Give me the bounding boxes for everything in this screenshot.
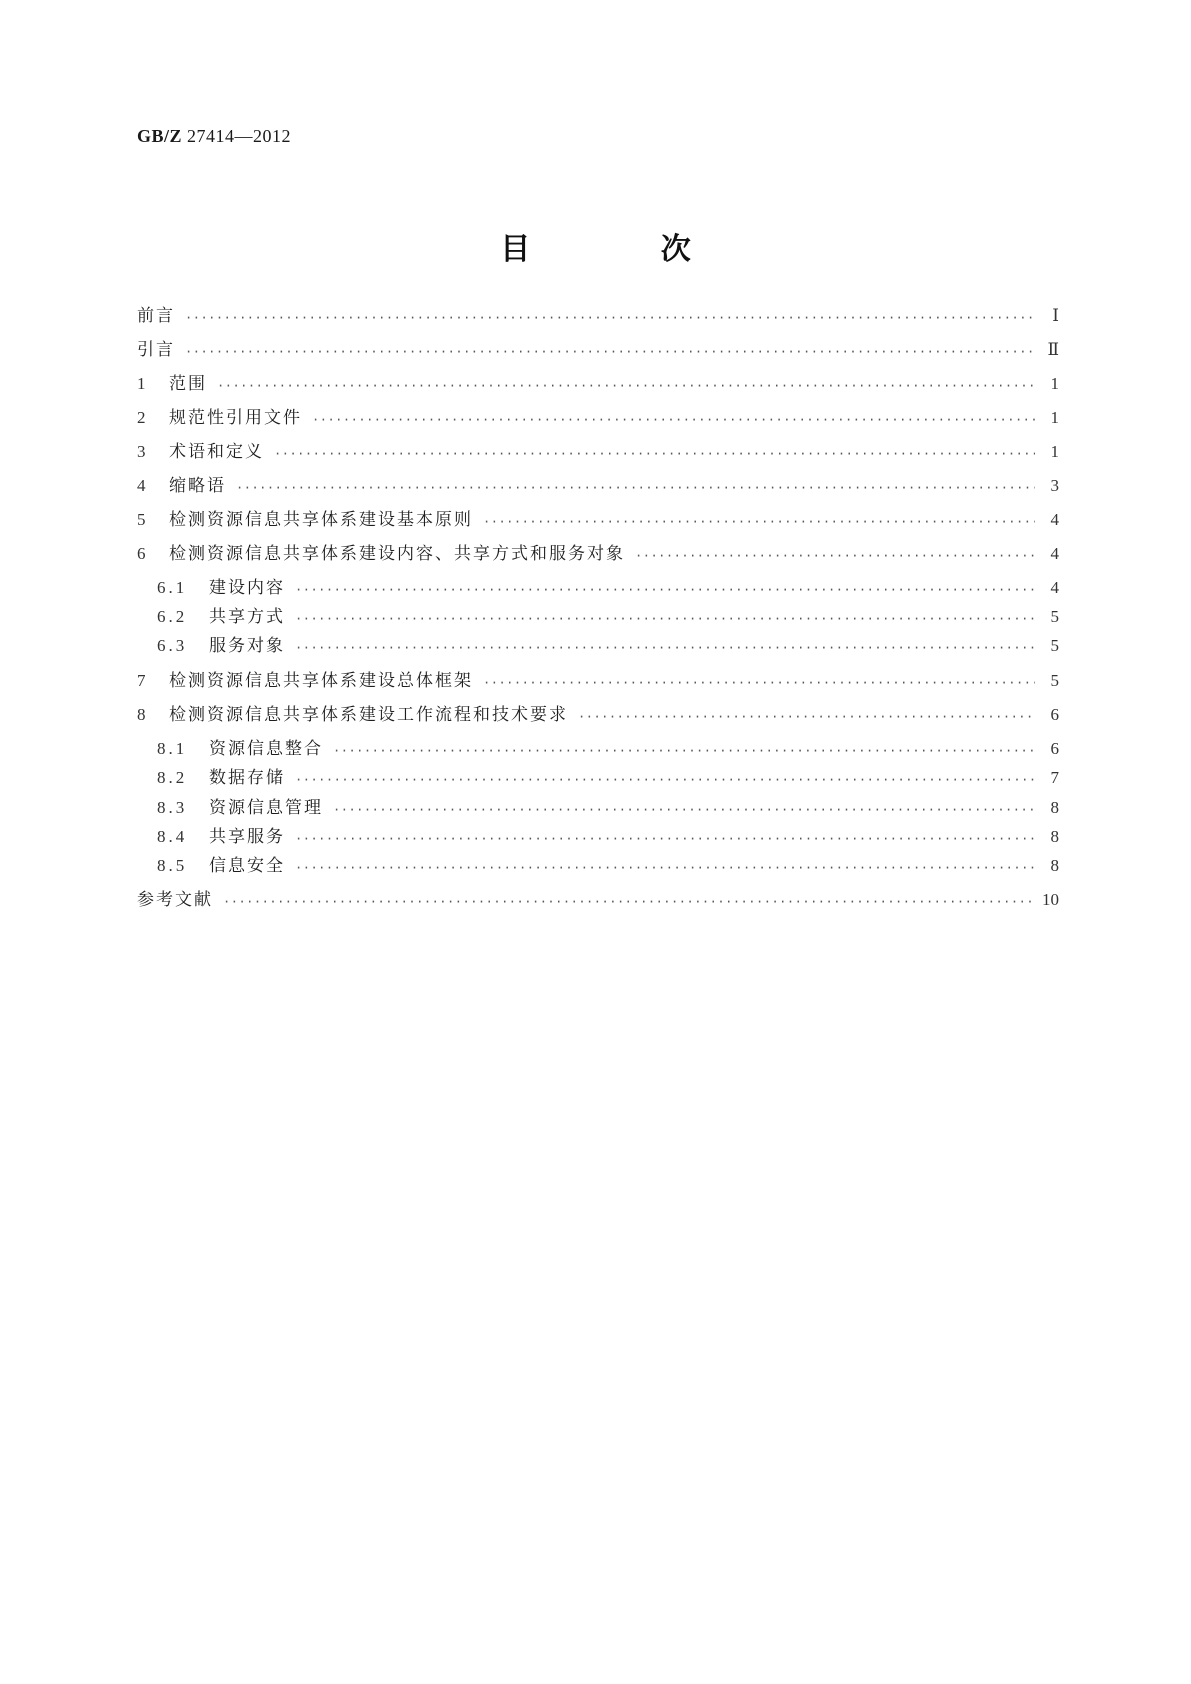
toc-entry-page: Ⅱ (1047, 340, 1059, 359)
toc-entry-label: 服务对象 (209, 636, 285, 656)
toc-entry-number: 1 (137, 374, 146, 393)
toc-entry-number: 8.2 (157, 768, 188, 787)
toc-entry-page: 6 (1050, 705, 1059, 724)
toc-entry-page: 5 (1050, 607, 1059, 626)
toc-entry-label: 资源信息管理 (209, 798, 323, 818)
toc-entry-number: 2 (137, 408, 146, 427)
toc-entry-page: 6 (1050, 739, 1059, 758)
toc-leader-dots (295, 579, 1035, 601)
toc-entry-bibliography[interactable] (137, 887, 1059, 913)
toc-entry-2[interactable] (137, 405, 1059, 431)
toc-entry-page: 4 (1050, 510, 1059, 529)
toc-entry-label: 检测资源信息共享体系建设总体框架 (169, 671, 473, 691)
toc-entry-page: 10 (1042, 890, 1059, 909)
toc-entry-page: 5 (1050, 671, 1059, 690)
standard-prefix: GB/Z (137, 126, 183, 146)
toc-entry-4[interactable] (137, 473, 1059, 499)
toc-leader-dots (223, 891, 1035, 913)
page-title: 目 次 (500, 232, 751, 267)
standard-number: 27414—2012 (187, 126, 292, 146)
toc-entry-introduction[interactable] (137, 337, 1059, 363)
toc-entry-number: 8.4 (157, 827, 188, 846)
toc-entry-number: 8 (137, 705, 146, 724)
toc-leader-dots (333, 799, 1035, 821)
toc-entry-label: 检测资源信息共享体系建设基本原则 (169, 510, 473, 530)
toc-entry-number: 7 (137, 671, 146, 690)
toc-entry-label: 检测资源信息共享体系建设工作流程和技术要求 (169, 705, 568, 725)
toc-entry-page: 4 (1050, 544, 1059, 563)
toc-entry-8-2[interactable] (157, 765, 1059, 791)
toc-entry-page: 3 (1050, 476, 1059, 495)
toc-entry-label: 资源信息整合 (209, 739, 323, 759)
toc-entry-label: 引言 (137, 340, 175, 360)
toc-entry-page: 8 (1050, 856, 1059, 875)
toc-entry-8-3[interactable] (157, 795, 1059, 821)
toc-leader-dots (295, 769, 1035, 791)
toc-entry-label: 缩略语 (169, 476, 226, 496)
toc-leader-dots (295, 637, 1035, 659)
toc-entry-number: 8.3 (157, 798, 188, 817)
toc-leader-dots (295, 828, 1035, 850)
toc-entry-label: 数据存储 (209, 768, 285, 788)
toc-entry-page: 1 (1050, 408, 1059, 427)
toc-entry-page: 1 (1050, 442, 1059, 461)
toc-entry-8-5[interactable] (157, 853, 1059, 879)
toc-entry-page: 5 (1050, 636, 1059, 655)
toc-entry-number: 3 (137, 442, 146, 461)
toc-entry-8[interactable] (137, 702, 1059, 728)
toc-leader-dots (295, 857, 1035, 879)
toc-entry-label: 信息安全 (209, 856, 285, 876)
toc-leader-dots (333, 740, 1035, 762)
toc-entry-page: 8 (1050, 798, 1059, 817)
toc-entry-page: 4 (1050, 578, 1059, 597)
toc-entry-label: 检测资源信息共享体系建设内容、共享方式和服务对象 (169, 544, 625, 564)
toc-entry-page: 8 (1050, 827, 1059, 846)
toc-leader-dots (185, 341, 1035, 363)
toc-entry-number: 8.1 (157, 739, 188, 758)
toc-entry-page: Ⅰ (1052, 306, 1059, 325)
toc-leader-dots (483, 672, 1035, 694)
toc-entry-6[interactable] (137, 541, 1059, 567)
toc-entry-label: 规范性引用文件 (169, 408, 302, 428)
toc-entry-label: 共享服务 (209, 827, 285, 847)
toc-entry-number: 4 (137, 476, 146, 495)
toc-entry-number: 6.2 (157, 607, 188, 626)
toc-entry-page: 7 (1050, 768, 1059, 787)
toc-entry-7[interactable] (137, 668, 1059, 694)
toc-entry-number: 6.1 (157, 578, 188, 597)
toc-entry-number: 8.5 (157, 856, 188, 875)
toc-entry-label: 共享方式 (209, 607, 285, 627)
toc-entry-number: 5 (137, 510, 146, 529)
toc-entry-1[interactable] (137, 371, 1059, 397)
toc-entry-5[interactable] (137, 507, 1059, 533)
toc-leader-dots (185, 307, 1035, 329)
toc-entry-6-2[interactable] (157, 604, 1059, 630)
toc-leader-dots (635, 545, 1035, 567)
toc-leader-dots (295, 608, 1035, 630)
toc-entry-number: 6 (137, 544, 146, 563)
table-of-contents (137, 0, 1059, 1000)
toc-leader-dots (578, 706, 1035, 728)
toc-entry-8-1[interactable] (157, 736, 1059, 762)
toc-leader-dots (236, 477, 1035, 499)
toc-entry-label: 范围 (169, 374, 207, 394)
toc-entry-label: 术语和定义 (169, 442, 264, 462)
toc-leader-dots (274, 443, 1035, 465)
toc-entry-8-4[interactable] (157, 824, 1059, 850)
toc-entry-label: 前言 (137, 306, 175, 326)
toc-entry-number: 6.3 (157, 636, 188, 655)
toc-entry-label: 建设内容 (209, 578, 285, 598)
toc-entry-6-3[interactable] (157, 633, 1059, 659)
toc-leader-dots (483, 511, 1035, 533)
toc-entry-foreword[interactable] (137, 303, 1059, 329)
toc-entry-label: 参考文献 (137, 890, 213, 910)
toc-leader-dots (217, 375, 1035, 397)
toc-entry-page: 1 (1050, 374, 1059, 393)
toc-leader-dots (312, 409, 1035, 431)
toc-entry-6-1[interactable] (157, 575, 1059, 601)
toc-entry-3[interactable] (137, 439, 1059, 465)
